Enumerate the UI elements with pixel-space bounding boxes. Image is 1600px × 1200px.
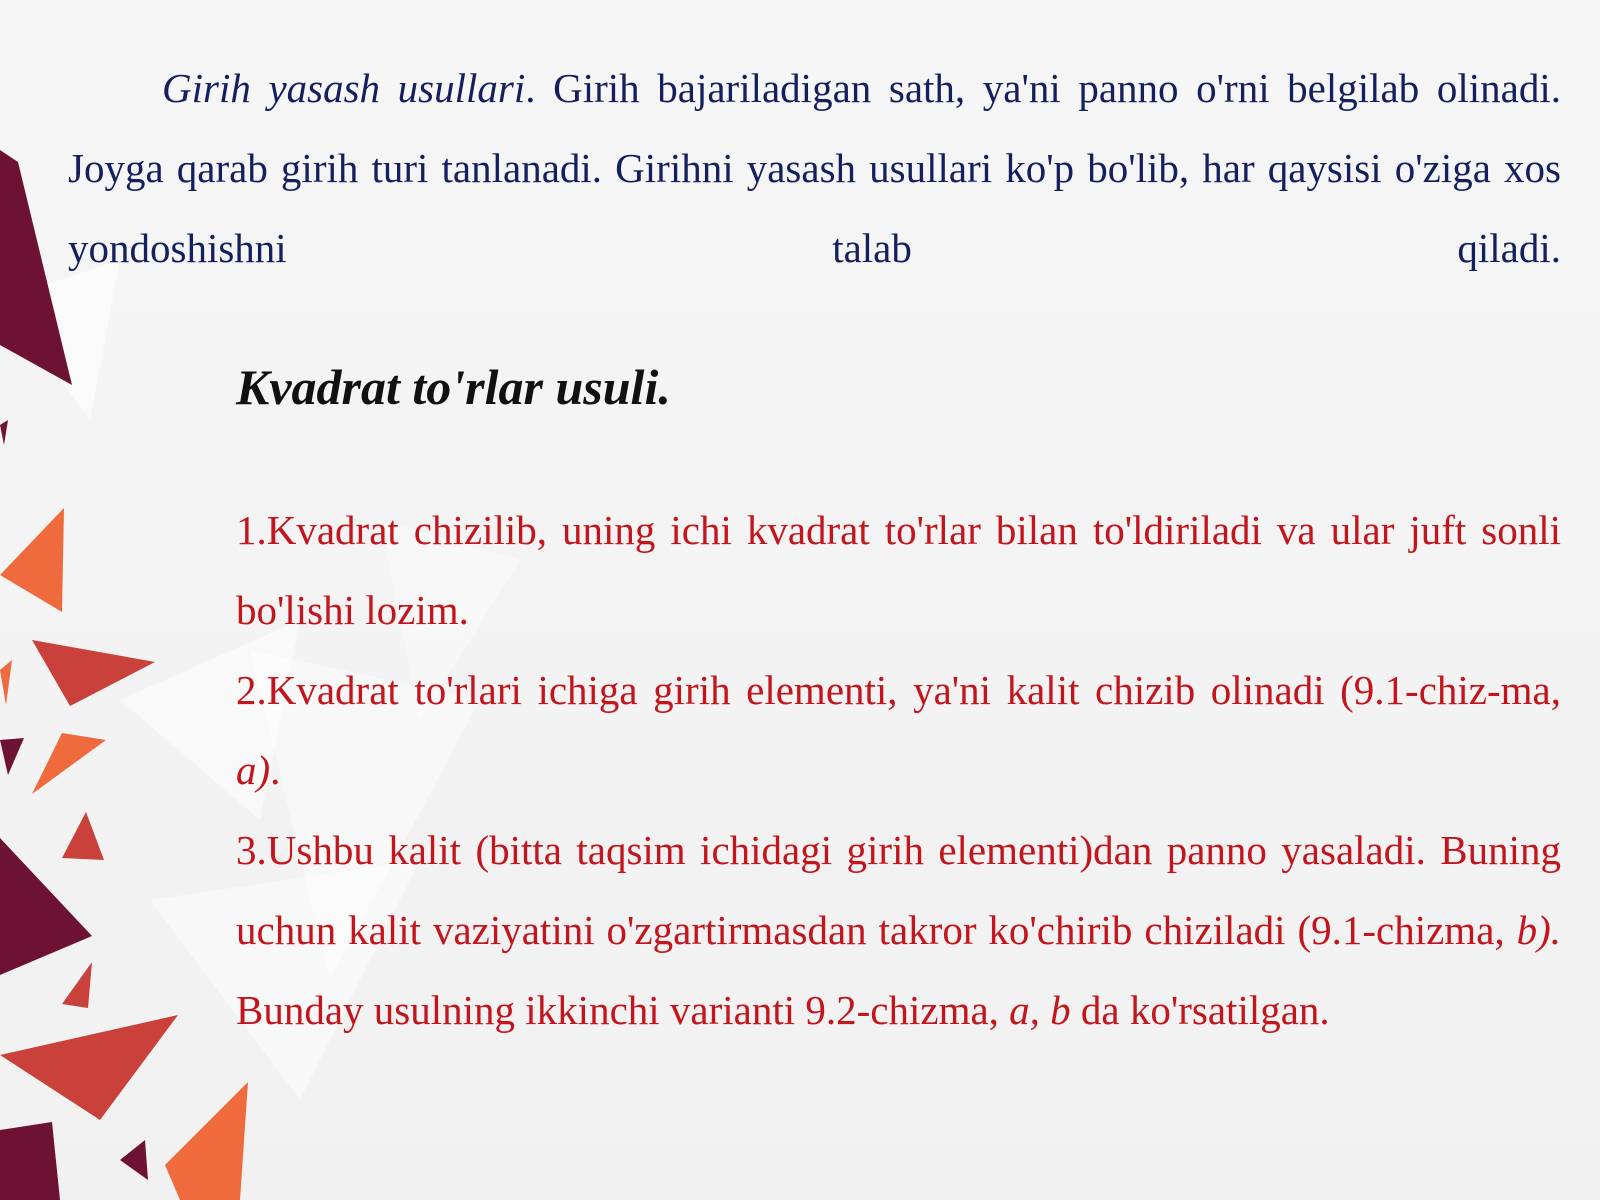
steps-list xyxy=(236,490,1561,1050)
maroon-triangle-top xyxy=(0,150,72,385)
intro-body: Girih bajariladigan sath, ya'ni panno o'rni belgilab olinadi. Joyga qarab girih turi tanlanadi. Girihni yasash usullari ko'p bo'lib, har qaysisi o'ziga xos yondoshishni talab qiladi. xyxy=(68,65,1561,271)
step-3: 3.Ushbu kalit (bitta taqsim ichidagi girih elementi)dan panno yasaladi. Buning uchun kalit vaziyatini o'zgartirmasdan takror ko'chirib chiziladi (9.1-chizma, b). Bunday usulning ikkinchi varianti 9.2-chizma, a, b da ko'rsatilgan. xyxy=(236,827,1561,1033)
intro-paragraph xyxy=(68,48,1561,288)
intro-title: Girih yasash usullari xyxy=(162,65,526,111)
orange-triangle-1 xyxy=(0,508,64,612)
section-heading: Kvadrat to'rlar usuli. xyxy=(236,359,671,415)
step-2: 2.Kvadrat to'rlari ichiga girih elementi, ya'ni kalit chizib olinadi (9.1-chiz-ma, a). xyxy=(236,667,1561,793)
red-triangle-bottom xyxy=(0,1015,178,1120)
intro-text: Girih yasash usullari. Girih bajariladigan sath, ya'ni panno o'rni belgilab olinadi. Joyga qarab girih turi tanlanadi. Girihni yasash usullari ko'p bo'lib, har qaysisi o'ziga xos yondoshishni talab qiladi. xyxy=(68,65,1561,271)
orange-triangle-bottom xyxy=(165,1082,248,1200)
step-1: 1.Kvadrat chizilib, uning ichi kvadrat to'rlar bilan to'ldiriladi va ular juft sonli bo'lishi lozim. xyxy=(236,507,1561,633)
